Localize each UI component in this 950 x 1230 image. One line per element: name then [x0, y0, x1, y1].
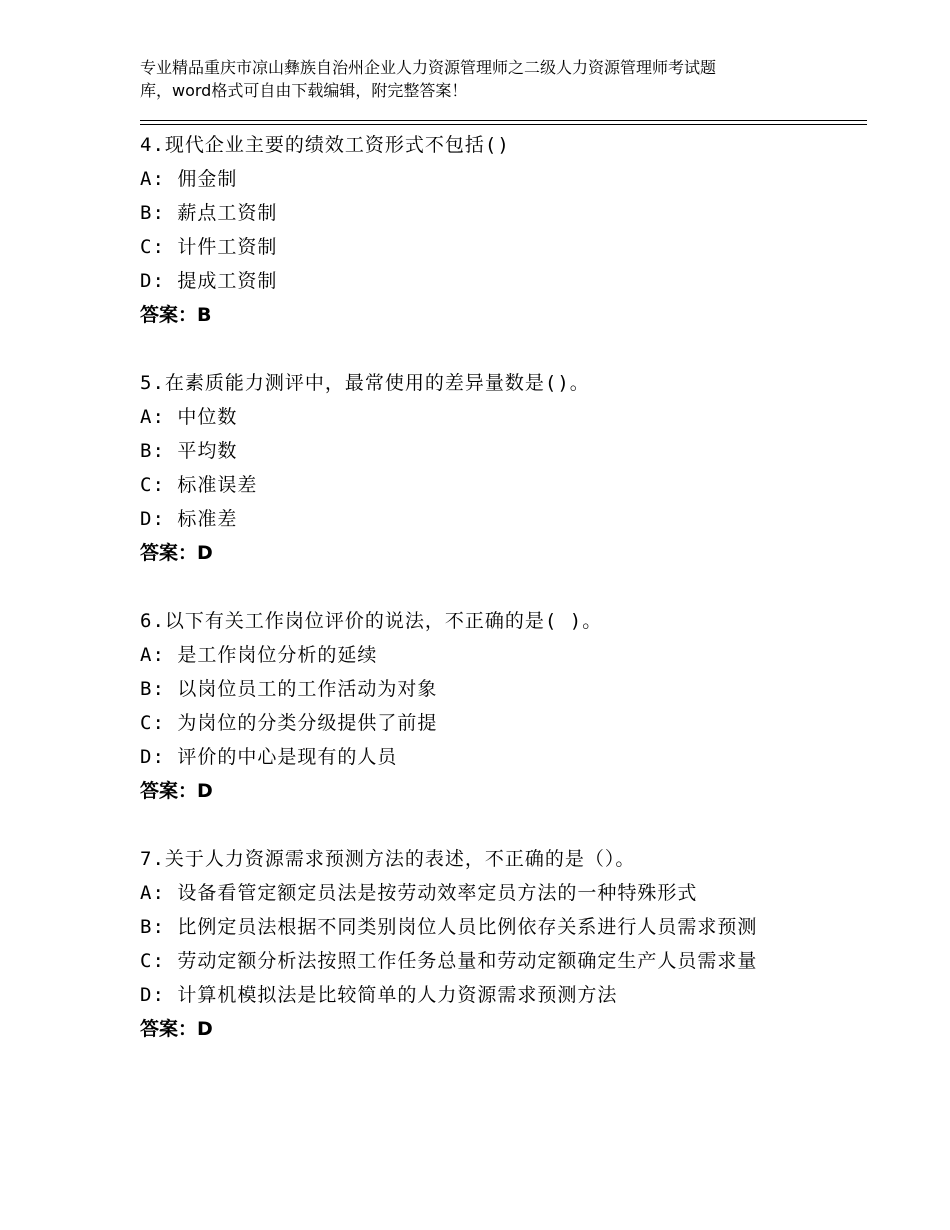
option-text: 劳动定额分析法按照工作任务总量和劳动定额确定生产人员需求量 [177, 950, 758, 972]
answer-label: 答案：D [140, 1018, 213, 1040]
option-text: 评价的中心是现有的人员 [177, 746, 398, 768]
option-text: 提成工资制 [177, 270, 278, 292]
option-key: B: [140, 678, 165, 700]
option-a [140, 162, 860, 196]
option-key: B: [140, 440, 165, 462]
option-text: 平均数 [177, 440, 238, 462]
answer-label: 答案：D [140, 542, 213, 564]
question-text: 4.现代企业主要的绩效工资形式不包括() [140, 134, 510, 156]
option-text: 标准差 [177, 508, 238, 530]
option-a [140, 638, 860, 672]
option-text: 是工作岗位分析的延续 [177, 644, 378, 666]
question-list [140, 128, 860, 1080]
option-d [140, 740, 860, 774]
option-key: D: [140, 270, 165, 292]
option-text: 以岗位员工的工作活动为对象 [177, 678, 438, 700]
option-text: 中位数 [177, 406, 238, 428]
option-text: 比例定员法根据不同类别岗位人员比例依存关系进行人员需求预测 [177, 916, 758, 938]
option-key: C: [140, 474, 165, 496]
option-key: A: [140, 168, 165, 190]
question-5 [140, 366, 860, 570]
option-text: 计算机模拟法是比较简单的人力资源需求预测方法 [177, 984, 618, 1006]
option-key: B: [140, 916, 165, 938]
option-d [140, 502, 860, 536]
option-key: C: [140, 236, 165, 258]
option-key: D: [140, 984, 165, 1006]
document-header [140, 56, 840, 102]
option-a [140, 400, 860, 434]
option-key: A: [140, 406, 165, 428]
header-divider-top [140, 120, 867, 121]
option-key: D: [140, 508, 165, 530]
option-text: 设备看管定额定员法是按劳动效率定员方法的一种特殊形式 [177, 882, 698, 904]
option-d [140, 978, 860, 1012]
option-text: 标准误差 [177, 474, 258, 496]
question-7 [140, 842, 860, 1046]
option-b [140, 196, 860, 230]
answer-label: 答案：D [140, 780, 213, 802]
option-key: A: [140, 644, 165, 666]
option-c [140, 944, 860, 978]
header-line-2: 库，word格式可自由下载编辑，附完整答案！ [140, 81, 468, 100]
option-b [140, 672, 860, 706]
option-b [140, 434, 860, 468]
option-key: D: [140, 746, 165, 768]
question-text: 5.在素质能力测评中，最常使用的差异量数是()。 [140, 372, 590, 394]
question-4 [140, 128, 860, 332]
option-c [140, 706, 860, 740]
option-c [140, 468, 860, 502]
option-c [140, 230, 860, 264]
question-text: 7.关于人力资源需求预测方法的表述，不正确的是（）。 [140, 848, 636, 870]
option-text: 佣金制 [177, 168, 238, 190]
answer-label: 答案：B [140, 304, 212, 326]
header-divider-bottom [140, 124, 867, 125]
option-d [140, 264, 860, 298]
option-key: A: [140, 882, 165, 904]
option-key: C: [140, 950, 165, 972]
option-text: 为岗位的分类分级提供了前提 [177, 712, 438, 734]
option-key: C: [140, 712, 165, 734]
option-b [140, 910, 860, 944]
option-text: 薪点工资制 [177, 202, 278, 224]
option-key: B: [140, 202, 165, 224]
option-text: 计件工资制 [177, 236, 278, 258]
header-line-1: 专业精品重庆市凉山彝族自治州企业人力资源管理师之二级人力资源管理师考试题 [140, 58, 717, 77]
question-text: 6.以下有关工作岗位评价的说法，不正确的是( )。 [140, 610, 603, 632]
question-6 [140, 604, 860, 808]
option-a [140, 876, 860, 910]
